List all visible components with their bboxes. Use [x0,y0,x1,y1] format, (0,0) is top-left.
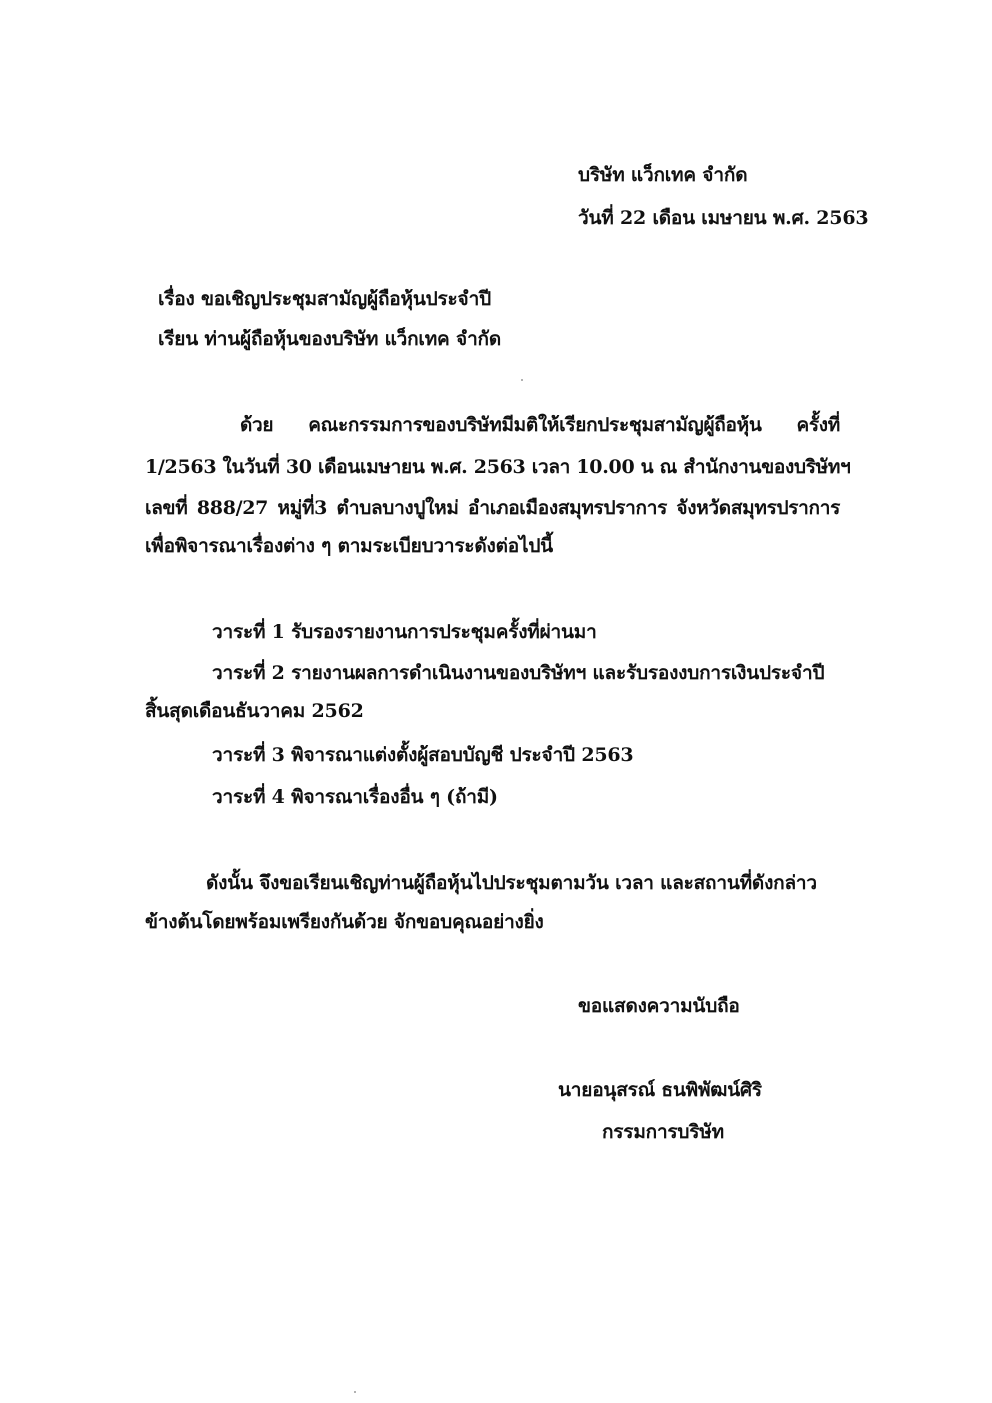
letter-recipient: เรียน ท่านผู้ถือหุ้นของบริษัท แว็กเทค จำกัด [158,328,501,350]
letter-date: วันที่ 22 เดือน เมษายน พ.ศ. 2563 [578,207,869,229]
company-name: บริษัท แว็กเทค จำกัด [578,164,748,186]
intro-line-4: เพื่อพิจารณาเรื่องต่าง ๆ ตามระเบียบวาระดังต่อไปนี้ [145,535,553,557]
intro-line-1: ด้วย คณะกรรมการของบริษัทมีมติให้เรียกประชุมสามัญผู้ถือหุ้น ครั้งที่ [240,414,840,436]
agenda-item-3: วาระที่ 3 พิจารณาแต่งตั้งผู้สอบบัญชี ประจำปี 2563 [212,744,634,766]
signature-name: นายอนุสรณ์ ธนพิพัฒน์ศิริ [558,1079,762,1101]
agenda-item-2: วาระที่ 2 รายงานผลการดำเนินงานของบริษัทฯ และรับรองงบการเงินประจำปี [212,662,825,684]
signature-title: กรรมการบริษัท [602,1121,724,1143]
intro-line-2: 1/2563 ในวันที่ 30 เดือนเมษายน พ.ศ. 2563 เวลา 10.00 น ณ สำนักงานของบริษัทฯ [145,456,851,478]
agenda-item-4: วาระที่ 4 พิจารณาเรื่องอื่น ๆ (ถ้ามี) [212,786,498,808]
agenda-item-2-continued: สิ้นสุดเดือนธันวาคม 2562 [145,700,364,722]
scan-speck [354,1391,356,1393]
scan-speck [521,379,523,381]
closing-line-2: ข้างต้นโดยพร้อมเพรียงกันด้วย จักขอบคุณอย่างยิ่ง [145,911,544,933]
signature-regards: ขอแสดงความนับถือ [578,995,740,1017]
closing-line-1: ดังนั้น จึงขอเรียนเชิญท่านผู้ถือหุ้นไปประชุมตามวัน เวลา และสถานที่ดังกล่าว [206,872,817,894]
letter-subject: เรื่อง ขอเชิญประชุมสามัญผู้ถือหุ้นประจำปี [158,288,491,310]
agenda-item-1: วาระที่ 1 รับรองรายงานการประชุมครั้งที่ผ่านมา [212,621,597,643]
intro-line-3: เลขที่ 888/27 หมู่ที่3 ตำบลบางปูใหม่ อำเภอเมืองสมุทรปราการ จังหวัดสมุทรปราการ [145,497,840,519]
